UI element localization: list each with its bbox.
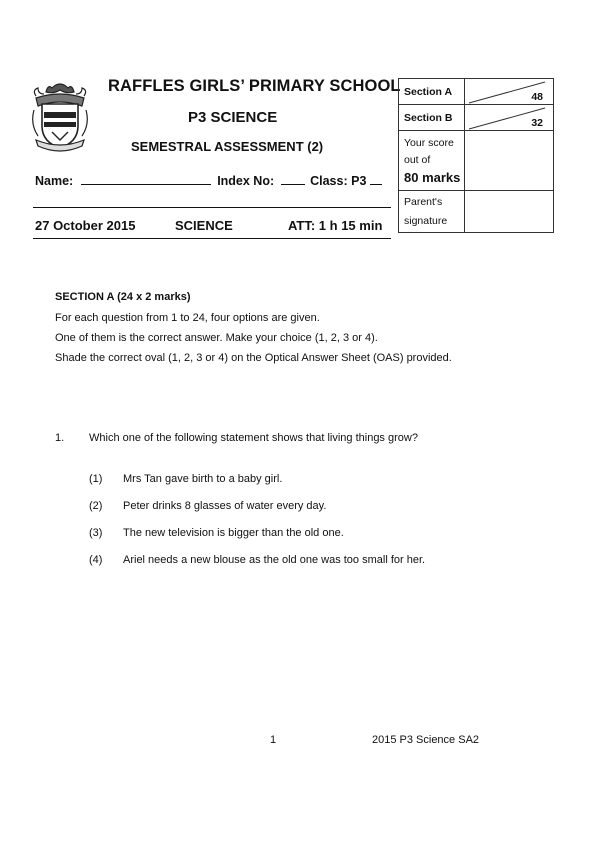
section-a-label: Section A bbox=[399, 79, 465, 105]
index-field[interactable] bbox=[281, 183, 305, 185]
option-1-number: (1) bbox=[89, 473, 103, 485]
student-details-line bbox=[35, 174, 382, 188]
option-4-text: Ariel needs a new blouse as the old one was too small for her. bbox=[123, 554, 426, 566]
option-1-text: Mrs Tan gave birth to a baby girl. bbox=[123, 473, 283, 485]
total-score-cell[interactable] bbox=[465, 131, 554, 191]
info-underline bbox=[33, 238, 391, 239]
option-4-number: (4) bbox=[89, 554, 103, 566]
index-label: Index No: bbox=[217, 174, 275, 188]
class-field[interactable] bbox=[370, 183, 382, 185]
instruction-2: One of them is the correct answer. Make your choice (1, 2, 3 or 4). bbox=[55, 332, 378, 344]
option-2-text: Peter drinks 8 glasses of water every day. bbox=[123, 500, 327, 512]
out-of-text: out of bbox=[404, 154, 431, 166]
total-marks: 80 marks bbox=[404, 170, 461, 185]
section-b-max: 32 bbox=[531, 117, 543, 129]
school-crest-icon bbox=[30, 80, 90, 152]
option-3-text: The new television is bigger than the old one. bbox=[123, 527, 344, 539]
total-score-label bbox=[399, 131, 465, 191]
assessment-title: SEMESTRAL ASSESSMENT (2) bbox=[131, 139, 324, 154]
page-number: 1 bbox=[270, 734, 277, 746]
parent-text: Parent's bbox=[404, 195, 443, 208]
school-name: RAFFLES GIRLS’ PRIMARY SCHOOL bbox=[108, 77, 401, 95]
option-2-number: (2) bbox=[89, 500, 103, 512]
your-score-text: Your score bbox=[404, 137, 454, 149]
parent-signature-label bbox=[399, 191, 465, 233]
section-a-score-cell[interactable] bbox=[465, 79, 554, 105]
section-b-label: Section B bbox=[399, 105, 465, 131]
section-a-title: SECTION A (24 x 2 marks) bbox=[55, 291, 191, 303]
paper-code: 2015 P3 Science SA2 bbox=[372, 734, 480, 746]
option-3-number: (3) bbox=[89, 527, 103, 539]
exam-paper: SCIENCE bbox=[175, 218, 233, 233]
question-text: Which one of the following statement shows that living things grow? bbox=[89, 432, 418, 444]
signature-text: signature bbox=[404, 214, 448, 227]
section-b-score-cell[interactable] bbox=[465, 105, 554, 131]
name-label: Name: bbox=[35, 174, 74, 188]
subject-title: P3 SCIENCE bbox=[188, 109, 278, 126]
exam-duration: ATT: 1 h 15 min bbox=[288, 218, 383, 233]
parent-signature-cell[interactable] bbox=[465, 191, 554, 233]
header-divider bbox=[33, 207, 391, 208]
class-label: Class: P3 bbox=[310, 174, 367, 188]
exam-date: 27 October 2015 bbox=[35, 218, 136, 233]
score-box bbox=[398, 78, 554, 233]
instruction-1: For each question from 1 to 24, four options are given. bbox=[55, 312, 320, 324]
section-a-max: 48 bbox=[531, 91, 543, 103]
name-field[interactable] bbox=[81, 183, 211, 185]
instruction-3: Shade the correct oval (1, 2, 3 or 4) on the Optical Answer Sheet (OAS) provided. bbox=[55, 352, 452, 364]
question-number: 1. bbox=[55, 432, 65, 444]
